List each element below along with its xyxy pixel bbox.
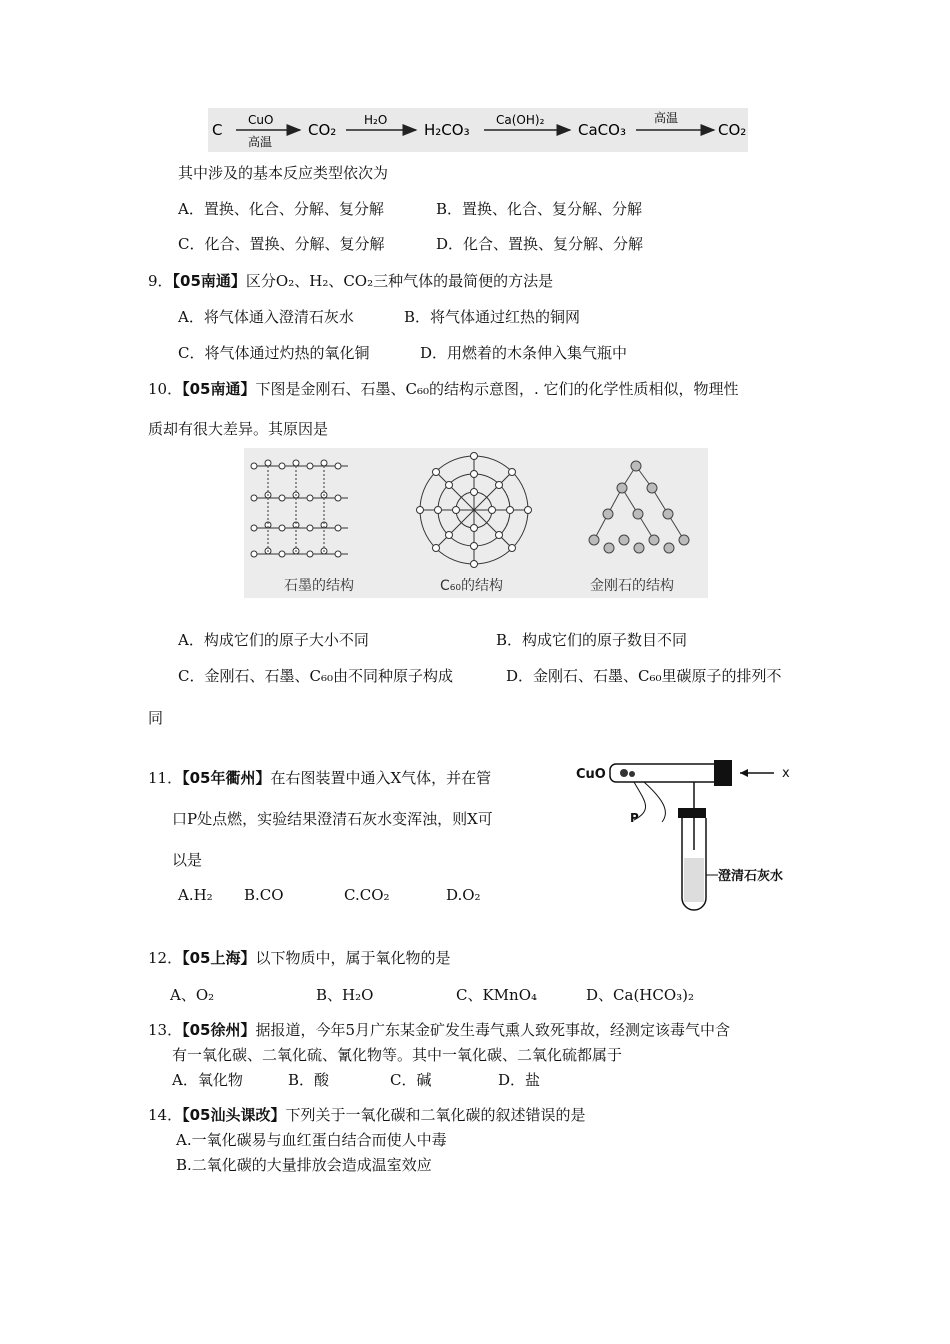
species-h2co3: H₂CO₃ [424,121,470,139]
q10-stem-line1 [148,378,739,399]
q9-source: 【05南通】 [172,272,246,290]
c60-structure [417,453,532,568]
q13-option-b: B．酸 [288,1071,330,1089]
q12-option-b: B、H₂O [316,986,374,1004]
q9-option-b: B．将气体通过红热的铜网 [404,308,581,326]
q13-option-a: A．氧化物 [172,1071,243,1089]
stopper [714,760,732,786]
arrow-2-top: H₂O [364,113,388,127]
q11-stem-line3: 以是 [172,851,203,869]
arrow-1-bottom: 高温 [248,135,273,149]
q12-stem: 以下物质中，属于氧化物的是 [255,949,451,967]
q9-option-a: A．将气体通入澄清石灰水 [178,308,354,326]
graphite-structure [251,460,348,557]
q8-option-b: B．置换、化合、复分解、分解 [436,200,643,218]
q13-number: 13． [148,1021,183,1039]
q12-source: 【05上海】 [182,949,256,967]
q11-option-a: A.H₂ [178,886,213,904]
q11-stem-line2: 口P处点燃，实验结果澄清石灰水变浑浊，则X可 [172,810,493,828]
graphite-layer-3 [251,522,348,531]
q11-option-c: C.CO₂ [344,886,390,904]
q13-option-d: D．盐 [498,1071,541,1089]
q11-stem-line1 [148,767,491,788]
q13-stem-part1: 据报道，今年5月广东某金矿发生毒气熏人致死事故，经测定该毒气中含 [255,1021,731,1039]
q10-number: 10． [148,380,183,398]
graphite-layer-4 [251,548,348,557]
test-tube-stopper [678,808,706,818]
q14-option-a: A.一氧化碳易与血红蛋白结合而使人中毒 [176,1131,447,1149]
species-co2-final: CO₂ [718,121,747,139]
q9-option-d: D．用燃着的木条伸入集气瓶中 [420,344,628,362]
label-diamond: 金刚石的结构 [590,578,674,594]
q9-number: 9． [148,272,173,290]
q9-stem-line [148,270,553,291]
carbon-structures-svg [244,448,708,598]
diamond-structure [589,461,689,553]
q9-stem: 区分O₂、H₂、CO₂三种气体的最简便的方法是 [245,272,554,290]
q11-source: 【05年衢州】 [182,769,271,787]
q8-option-a: A．置换、化合、分解、复分解 [178,200,384,218]
limewater-liquid [684,858,704,902]
arrow-3-top: Ca(OH)₂ [496,113,545,127]
label-graphite: 石墨的结构 [284,578,354,594]
q10-option-a: A．构成它们的原子大小不同 [178,631,369,649]
q12-option-a: A、O₂ [170,986,215,1004]
apparatus-figure [574,750,804,915]
arrow-1-top: CuO [248,113,274,127]
species-c: C [212,121,223,139]
graphite-layer-1 [251,460,348,469]
q13-stem-line1 [148,1019,730,1040]
carbon-structures-figure [244,448,708,598]
species-caco3: CaCO₃ [578,121,626,139]
q14-source: 【05汕头课改】 [182,1106,286,1124]
label-cuo: CuO [576,767,606,782]
reaction-chain-svg [208,108,748,152]
graphite-layer-2 [251,492,348,501]
q13-source: 【05徐州】 [182,1021,256,1039]
label-x: x [782,766,790,781]
q10-stem-part1: 下图是金刚石、石墨、C₆₀的结构示意图，. 它们的化学性质相似，物理性 [255,380,739,398]
q12-option-d: D、Ca(HCO₃)₂ [586,986,695,1004]
q10-stem-line2: 质却有很大差异。其原因是 [148,420,329,438]
q10-option-b: B．构成它们的原子数目不同 [496,631,688,649]
arrow-4-top: 高温 [654,111,679,125]
q10-option-d: D．金刚石、石墨、C₆₀里碳原子的排列不 [506,667,782,685]
q8-option-c: C．化合、置换、分解、复分解 [178,235,385,253]
q8-stem: 其中涉及的基本反应类型依次为 [178,164,389,182]
label-limewater: 澄清石灰水 [718,869,784,884]
cuo-powder [620,769,628,777]
q14-option-b: B.二氧化碳的大量排放会造成温室效应 [176,1156,432,1174]
q10-option-d-continued: 同 [148,709,164,727]
reaction-chain-figure [208,108,748,152]
q13-stem-line2: 有一氧化碳、二氧化硫、氰化物等。其中一氧化碳、二氧化硫都属于 [172,1046,623,1064]
label-c60: C₆₀的结构 [440,578,503,594]
q14-stem: 下列关于一氧化碳和二氧化碳的叙述错误的是 [285,1106,586,1124]
q12-option-c: C、KMnO₄ [456,986,538,1004]
q9-option-c: C．将气体通过灼热的氧化铜 [178,344,370,362]
q11-option-b: B.CO [244,886,284,904]
q10-source: 【05南通】 [182,380,256,398]
q11-option-d: D.O₂ [446,886,481,904]
species-co2: CO₂ [308,121,337,139]
label-p: P [630,811,639,825]
q12-stem-line [148,947,450,968]
q13-option-c: C．碱 [390,1071,432,1089]
q12-number: 12． [148,949,183,967]
q14-number: 14． [148,1106,183,1124]
q11-stem-part1: 在右图装置中通入X气体，并在管 [270,769,492,787]
q11-number: 11． [148,769,183,787]
q8-option-d: D．化合、置换、复分解、分解 [436,235,644,253]
q10-option-c: C．金刚石、石墨、C₆₀由不同种原子构成 [178,667,453,685]
q14-stem-line [148,1104,585,1125]
